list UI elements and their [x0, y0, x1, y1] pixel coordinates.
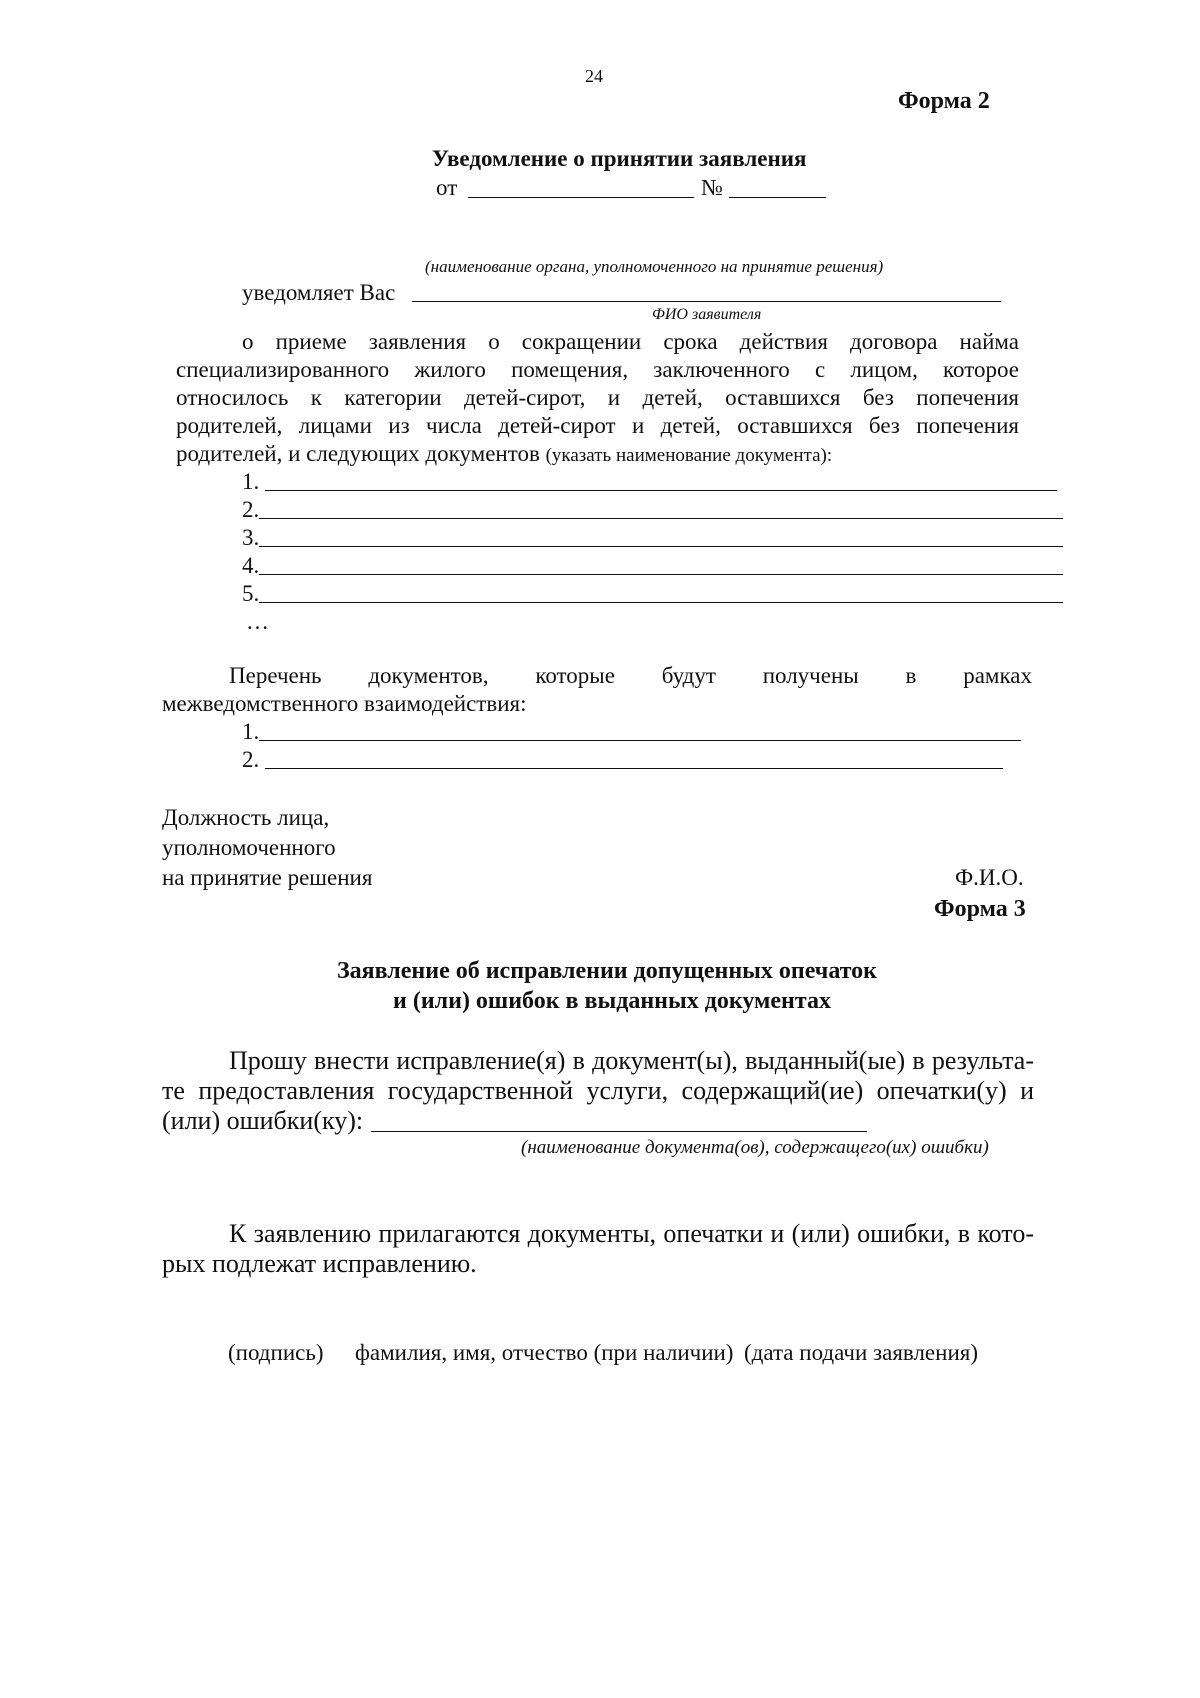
doc-item-number: 4. — [242, 553, 260, 578]
doc-item-field[interactable] — [259, 518, 1063, 519]
doc-item-number: 2. — [242, 497, 260, 522]
body-line: специализированного жилого помещения, заключенного с лицом, которое — [176, 357, 1019, 382]
form2-date-field[interactable] — [468, 197, 694, 198]
form3-para1-line3: (или) ошибки(ку): — [162, 1106, 364, 1135]
form3-para2-line1: К заявлению прилагаются документы, опечатки и (или) ошибки, в кото- — [229, 1219, 1034, 1248]
form3-para2-line2: рых подлежат исправлению. — [162, 1249, 477, 1278]
position-line: на принятие решения — [162, 865, 373, 890]
ellipsis: … — [246, 609, 269, 634]
date-label: (дата подачи заявления) — [744, 1340, 978, 1365]
form2-label: Форма 2 — [898, 88, 990, 114]
doc-item-field[interactable] — [259, 574, 1063, 575]
interdept-item-number: 2. — [242, 747, 260, 772]
fio-caption: ФИО заявителя — [652, 306, 762, 323]
body-last-note: (указать наименование документа): — [545, 445, 833, 466]
position-line: уполномоченного — [162, 835, 336, 860]
doc-item-field[interactable] — [265, 490, 1057, 491]
form3-label: Форма 3 — [934, 896, 1026, 922]
doc-item-field[interactable] — [259, 546, 1063, 547]
body-line: родителей, лицами из числа детей-сирот и детей, оставшихся без попечения — [176, 413, 1019, 438]
form2-date-prefix: от — [436, 175, 458, 200]
applicant-fio-field[interactable] — [412, 301, 1001, 302]
doc-item-number: 1. — [242, 469, 260, 494]
body-line: о приеме заявления о сокращении срока действия договора найма — [242, 329, 1019, 354]
interdept-heading: Перечень документов, которые будут получены в рамках — [229, 663, 1032, 688]
interdept-item-field[interactable] — [265, 768, 1003, 769]
erroneous-document-field[interactable] — [371, 1131, 867, 1132]
page-number: 24 — [585, 66, 603, 86]
doc-item-number: 5. — [242, 581, 260, 606]
notify-label: уведомляет Вас — [242, 280, 396, 305]
form3-para1-line2: те предоставления государственной услуги, содержащий(ие) опечатки(у) и — [162, 1076, 1034, 1105]
form3-title-line1: Заявление об исправлении допущенных опечаток — [337, 958, 877, 984]
fio-signature: Ф.И.О. — [955, 865, 1024, 890]
interdept-item-number: 1. — [242, 719, 260, 744]
body-last-line — [176, 441, 832, 467]
doc-item-field[interactable] — [259, 602, 1063, 603]
body-line: относилось к категории детей-сирот, и детей, оставшихся без попечения — [176, 385, 1019, 410]
form3-para1-line1: Прошу внести исправление(я) в документ(ы), выданный(ые) в результа- — [229, 1046, 1034, 1075]
interdept-heading-2: межведомственного взаимодействия: — [162, 691, 527, 716]
interdept-item-field[interactable] — [259, 740, 1021, 741]
organ-caption: (наименование органа, уполномоченного на принятие решения) — [425, 257, 884, 276]
form2-number-field[interactable] — [729, 197, 826, 198]
form2-number-sign: № — [701, 175, 723, 200]
position-line: Должность лица, — [162, 805, 330, 830]
sign-label: (подпись) — [228, 1340, 324, 1365]
form2-title: Уведомление о принятии заявления — [432, 146, 807, 171]
form3-title-line2: и (или) ошибок в выданных документах — [393, 988, 831, 1014]
name-label: фамилия, имя, отчество (при наличии) — [355, 1340, 734, 1365]
doc-caption: (наименование документа(ов), содержащего(их) ошибки) — [521, 1137, 989, 1158]
doc-item-number: 3. — [242, 525, 260, 550]
body-last-text: родителей, и следующих документов — [176, 441, 540, 466]
